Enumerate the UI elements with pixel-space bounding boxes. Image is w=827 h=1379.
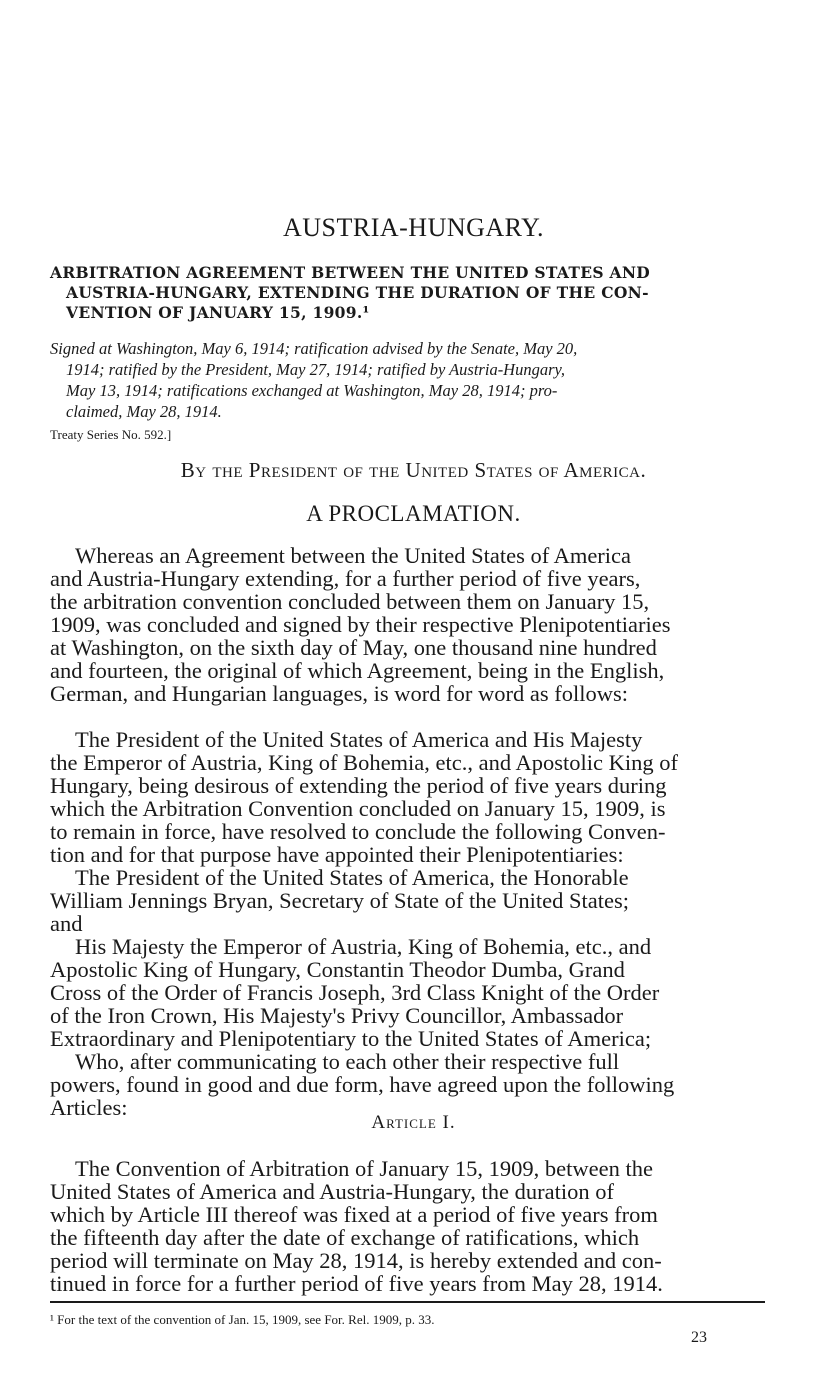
body-line: 1909, was concluded and signed by their respective Plenipotentiaries — [50, 612, 671, 637]
page-number: 23 — [691, 1329, 707, 1346]
heading-line: VENTION OF JANUARY 15, 1909.¹ — [66, 303, 370, 322]
body-line: the arbitration convention concluded between them on January 15, — [50, 589, 650, 614]
body-line: Cross of the Order of Francis Joseph, 3rd Class Knight of the Order — [50, 980, 660, 1005]
treaty-series: Treaty Series No. 592.] — [50, 427, 172, 442]
heading-line: AUSTRIA-HUNGARY, EXTENDING THE DURATION OF THE CON- — [66, 283, 649, 302]
body-line: and fourteen, the original of which Agreement, being in the English, — [50, 658, 665, 683]
body-line: which by Article III thereof was fixed at a period of five years from — [50, 1202, 658, 1227]
body-line: The Convention of Arbitration of January 15, 1909, between the — [75, 1156, 653, 1181]
footnote: ¹ For the text of the convention of Jan. 15, 1909, see For. Rel. 1909, p. 33. — [50, 1312, 435, 1327]
body-line: which the Arbitration Convention concluded on January 15, 1909, is — [50, 796, 666, 821]
signature-line: May 13, 1914; ratifications exchanged at Washington, May 28, 1914; pro- — [66, 381, 558, 400]
body-line: Articles: — [50, 1095, 128, 1120]
body-line: United States of America and Austria-Hungary, the duration of — [50, 1179, 615, 1204]
body-line: the fifteenth day after the date of exchange of ratifications, which — [50, 1225, 640, 1250]
proclamation-title: A PROCLAMATION. — [306, 501, 521, 526]
body-line: Who, after communicating to each other their respective full — [75, 1049, 620, 1074]
body-line: William Jennings Bryan, Secretary of State of the United States; — [50, 888, 629, 913]
body-line: powers, found in good and due form, have agreed upon the following — [50, 1072, 675, 1097]
by-president-line: By the President of the United States of America. — [180, 458, 647, 482]
body-line: The President of the United States of America and His Majesty — [75, 727, 643, 752]
body-line: to remain in force, have resolved to conclude the following Conven- — [50, 819, 666, 844]
body-line: and — [50, 911, 83, 936]
body-line: and Austria-Hungary extending, for a further period of five years, — [50, 566, 641, 591]
signature-line: Signed at Washington, May 6, 1914; ratification advised by the Senate, May 20, — [50, 339, 578, 358]
body-line: tion and for that purpose have appointed their Plenipotentiaries: — [50, 842, 624, 867]
signature-line: 1914; ratified by the President, May 27, 1914; ratified by Austria-Hungary, — [66, 360, 566, 379]
article-heading: Article I. — [371, 1112, 456, 1133]
body-line: The President of the United States of America, the Honorable — [75, 865, 629, 890]
body-line: period will terminate on May 28, 1914, is hereby extended and con- — [50, 1248, 662, 1273]
body-line: tinued in force for a further period of five years from May 28, 1914. — [50, 1271, 663, 1296]
signature-line: claimed, May 28, 1914. — [66, 402, 222, 421]
body-line: at Washington, on the sixth day of May, one thousand nine hundred — [50, 635, 657, 660]
body-line: Hungary, being desirous of extending the period of five years during — [50, 773, 667, 798]
footnote-rule — [50, 1301, 765, 1303]
body-line: German, and Hungarian languages, is word for word as follows: — [50, 681, 628, 706]
body-line: Whereas an Agreement between the United States of America — [75, 543, 632, 568]
country-title: AUSTRIA-HUNGARY. — [282, 213, 545, 242]
body-line: the Emperor of Austria, King of Bohemia, etc., and Apostolic King of — [50, 750, 679, 775]
body-line: His Majesty the Emperor of Austria, King of Bohemia, etc., and — [75, 934, 652, 959]
heading-line: ARBITRATION AGREEMENT BETWEEN THE UNITED STATES AND — [50, 263, 651, 282]
body-line: Extraordinary and Plenipotentiary to the United States of America; — [50, 1026, 652, 1051]
body-line: Apostolic King of Hungary, Constantin Theodor Dumba, Grand — [50, 957, 625, 982]
body-line: of the Iron Crown, His Majesty's Privy Councillor, Ambassador — [50, 1003, 624, 1028]
